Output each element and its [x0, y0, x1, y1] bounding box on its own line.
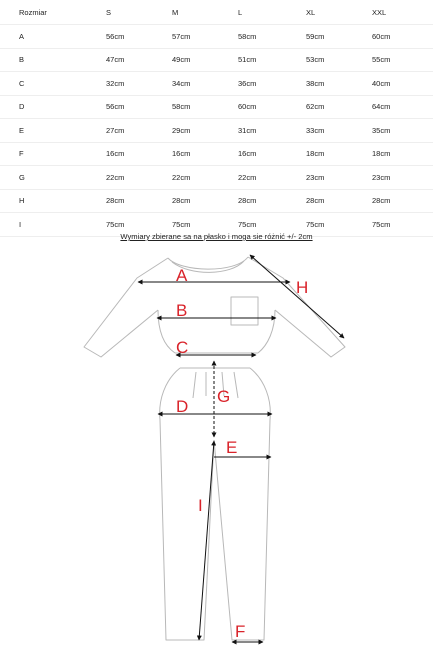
table-cell: 27cm — [106, 119, 172, 143]
measurement-note: Wymiary zbierane sa na płasko i moga sie różnić +/- 2cm — [120, 232, 313, 241]
table-cell: 28cm — [306, 189, 372, 213]
header-xxl: XXL — [372, 0, 433, 25]
table-cell: 51cm — [238, 48, 306, 72]
row-label: G — [0, 166, 106, 190]
table-cell: 22cm — [172, 166, 238, 190]
row-label: A — [0, 25, 106, 49]
table-cell: 22cm — [238, 166, 306, 190]
table-cell: 28cm — [172, 189, 238, 213]
label-c: C — [176, 338, 189, 357]
table-cell: 64cm — [372, 95, 433, 119]
table-cell: 18cm — [306, 142, 372, 166]
label-b: B — [176, 301, 188, 320]
table-cell: 60cm — [372, 25, 433, 49]
bodice-right — [258, 310, 275, 353]
table-cell: 55cm — [372, 48, 433, 72]
table-cell: 75cm — [172, 213, 238, 237]
table-cell: 31cm — [238, 119, 306, 143]
table-cell: 23cm — [372, 166, 433, 190]
table-cell: 35cm — [372, 119, 433, 143]
label-f: F — [235, 622, 246, 641]
header-size: Rozmiar — [0, 0, 106, 25]
label-i: I — [198, 496, 203, 515]
line-i — [199, 441, 214, 640]
table-cell: 28cm — [238, 189, 306, 213]
table-cell: 38cm — [306, 72, 372, 96]
table-cell: 56cm — [106, 25, 172, 49]
table-cell: 22cm — [106, 166, 172, 190]
table-cell: 75cm — [106, 213, 172, 237]
table-cell: 53cm — [306, 48, 372, 72]
header-xl: XL — [306, 0, 372, 25]
table-cell: 29cm — [172, 119, 238, 143]
measurement-lines — [138, 255, 344, 642]
table-cell: 16cm — [172, 142, 238, 166]
row-label: I — [0, 213, 106, 237]
row-label: F — [0, 142, 106, 166]
label-g: G — [217, 387, 231, 406]
table-cell: 18cm — [372, 142, 433, 166]
table-cell: 23cm — [306, 166, 372, 190]
header-s: S — [106, 0, 172, 25]
table-cell: 75cm — [372, 213, 433, 237]
table-cell: 56cm — [106, 95, 172, 119]
label-a: A — [176, 266, 188, 285]
table-cell: 47cm — [106, 48, 172, 72]
label-d: D — [176, 397, 189, 416]
table-cell: 75cm — [306, 213, 372, 237]
table-cell: 40cm — [372, 72, 433, 96]
pleats — [193, 372, 238, 398]
table-cell: 57cm — [172, 25, 238, 49]
table-cell: 58cm — [172, 95, 238, 119]
table-cell: 32cm — [106, 72, 172, 96]
garment-outline — [84, 257, 345, 640]
table-cell: 16cm — [106, 142, 172, 166]
right-sleeve — [248, 257, 345, 357]
row-label: C — [0, 72, 106, 96]
right-leg — [214, 368, 270, 640]
row-label: B — [0, 48, 106, 72]
row-label: H — [0, 189, 106, 213]
table-cell: 33cm — [306, 119, 372, 143]
table-cell: 58cm — [238, 25, 306, 49]
table-cell: 49cm — [172, 48, 238, 72]
table-cell: 34cm — [172, 72, 238, 96]
left-sleeve — [84, 258, 168, 357]
label-h: H — [296, 278, 309, 297]
row-label: E — [0, 119, 106, 143]
table-cell: 36cm — [238, 72, 306, 96]
table-cell: 60cm — [238, 95, 306, 119]
table-cell: 28cm — [106, 189, 172, 213]
header-l: L — [238, 0, 306, 25]
row-label: D — [0, 95, 106, 119]
table-cell: 62cm — [306, 95, 372, 119]
header-m: M — [172, 0, 238, 25]
table-cell: 16cm — [238, 142, 306, 166]
chest-pocket — [231, 297, 258, 325]
table-cell: 59cm — [306, 25, 372, 49]
label-e: E — [226, 438, 238, 457]
table-cell: 28cm — [372, 189, 433, 213]
table-cell: 75cm — [238, 213, 306, 237]
bodice-left — [158, 310, 175, 353]
